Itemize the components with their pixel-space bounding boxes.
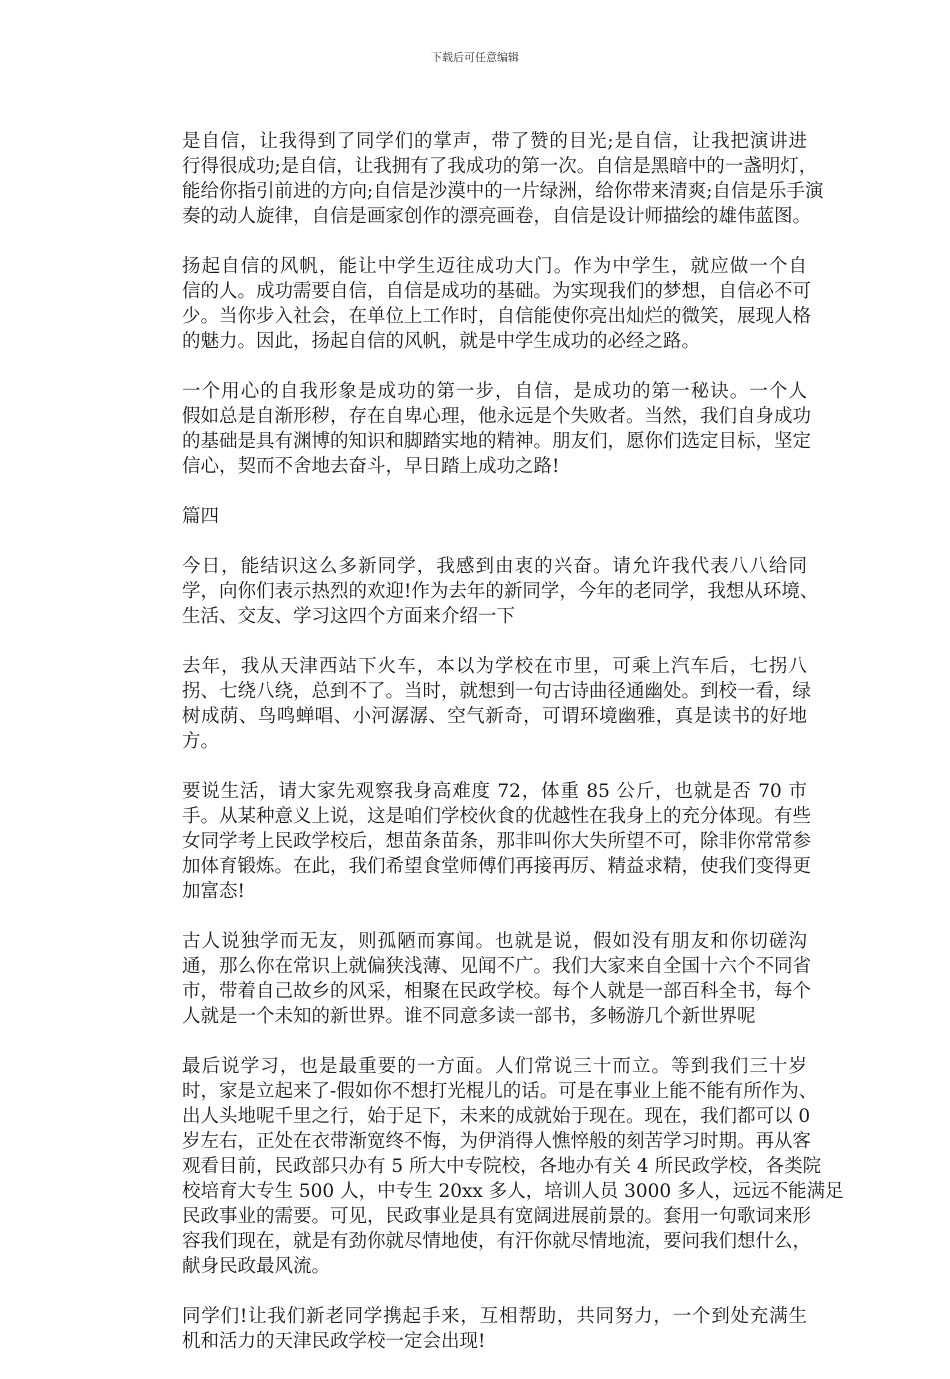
text-line: 观看目前，民政部只办有 5 所大中专院校，各地办有关 4 所民政学校，各类院 (182, 1156, 822, 1177)
text-line: 出人头地呢千里之行，始于足下，未来的成就始于现在。现在，我们都可以 0 (182, 1106, 811, 1127)
text-line: 市，带着自己故乡的风采，相聚在民政学校。每个人就是一部百科全书，每个 (182, 981, 812, 1002)
text-line: 校培育大专生 500 人，中专生 20xx 多人，培训人员 3000 多人，远远不能满足 (182, 1181, 844, 1202)
text-line: 少。当你步入社会，在单位上工作时，自信能使你亮出灿烂的微笑，展现人格 (182, 306, 812, 327)
text-line: 通，那么你在常识上就偏狭浅薄、见闻不广。我们大家来自全国十六个不同省 (182, 956, 812, 977)
text-line: 同学们!让我们新老同学携起手来，互相帮助，共同努力，一个到处充满生 (182, 1306, 807, 1327)
text-line: 古人说独学而无友，则孤陋而寡闻。也就是说，假如没有朋友和你切磋沟 (182, 931, 807, 952)
text-line: 一个用心的自我形象是成功的第一步，自信，是成功的第一秘诀。一个人 (182, 381, 807, 402)
paragraph-welcome (145, 554, 819, 629)
text-line: 是自信，让我得到了同学们的掌声，带了赞的目光;是自信，让我把演讲进 (182, 131, 807, 152)
text-line: 人就是一个未知的新世界。谁不同意多读一部书，多畅游几个新世界呢 (182, 1006, 756, 1027)
text-line: 今日，能结识这么多新同学，我感到由衷的兴奋。请允许我代表八八给同 (182, 556, 807, 577)
text-line: 行得很成功;是自信，让我拥有了我成功的第一次。自信是黑暗中的一盏明灯， (182, 156, 818, 177)
paragraph-confidence-2 (145, 254, 812, 354)
text-line: 机和活力的天津民政学校一定会出现! (182, 1331, 486, 1352)
paragraph-friends (145, 929, 812, 1029)
text-line: 的魅力。因此，扬起自信的风帆，就是中学生成功的必经之路。 (182, 331, 701, 352)
text-line: 女同学考上民政学校后，想苗条苗条，那非叫你大失所望不可，除非你常常参 (182, 831, 812, 852)
paragraph-confidence-1 (145, 129, 824, 229)
text-line: 信心，契而不舍地去奋斗，早日踏上成功之路! (182, 456, 560, 477)
text-line: 手。从某种意义上说，这是咱们学校伙食的优越性在我身上的充分体现。有些 (182, 806, 812, 827)
text-line: 岁左右，正处在衣带渐宽终不悔，为伊消得人憔悴般的刻苦学习时期。再从客 (182, 1131, 812, 1152)
paragraph-environment (145, 654, 812, 754)
text-line: 生活、交友、学习这四个方面来介绍一下 (182, 606, 516, 627)
text-line: 民政事业的需要。可见，民政事业是具有宽阔进展前景的。套用一句歌词来形 (182, 1206, 812, 1227)
section-title: 篇四 (182, 506, 220, 527)
document-body (145, 129, 844, 1379)
text-line: 方。 (182, 731, 220, 752)
text-line: 信的人。成功需要自信，自信是成功的基础。为实现我们的梦想，自信必不可 (182, 281, 812, 302)
text-line: 容我们现在，就是有劲你就尽情地使，有汗你就尽情地流，要问我们想什么， (182, 1231, 812, 1252)
text-line: 加富态! (182, 881, 245, 902)
text-line: 能给你指引前进的方向;自信是沙漠中的一片绿洲，给你带来清爽;自信是乐手演 (182, 181, 824, 202)
text-line: 拐、七绕八绕，总到不了。当时，就想到一句古诗曲径通幽处。到校一看，绿 (182, 681, 812, 702)
text-line: 加体育锻炼。在此，我们希望食堂师傅们再接再厉、精益求精，使我们变得更 (182, 856, 812, 877)
text-line: 最后说学习，也是最重要的一方面。人们常说三十而立。等到我们三十岁 (182, 1056, 807, 1077)
text-line: 学，向你们表示热烈的欢迎!作为去年的新同学，今年的老同学，我想从环境、 (182, 581, 819, 602)
text-line: 献身民政最风流。 (182, 1256, 331, 1277)
text-line: 的基础是具有渊博的知识和脚踏实地的精神。朋友们，愿你们选定目标，坚定 (182, 431, 812, 452)
paragraph-confidence-3 (145, 379, 812, 479)
text-line: 树成荫、鸟鸣蝉唱、小河潺潺、空气新奇，可谓环境幽雅，真是读书的好地 (182, 706, 807, 727)
text-line: 奏的动人旋律，自信是画家创作的漂亮画卷，自信是设计师描绘的雄伟蓝图。 (182, 206, 812, 227)
text-line: 要说生活，请大家先观察我身高难度 72，体重 85 公斤，也就是否 70 市 (182, 781, 807, 802)
text-line: 扬起自信的风帆，能让中学生迈往成功大门。作为中学生，就应做一个自 (182, 256, 807, 277)
page-header: 下载后可任意编辑 (431, 51, 519, 64)
text-line: 去年，我从天津西站下火车，本以为学校在市里，可乘上汽车后，七拐八 (182, 656, 807, 677)
paragraph-study (145, 1054, 844, 1279)
paragraph-life (145, 779, 812, 904)
text-line: 假如总是自渐形秽，存在自卑心理，他永远是个失败者。当然，我们自身成功 (182, 406, 812, 427)
text-line: 时，家是立起来了-假如你不想打光棍儿的话。可是在事业上能不能有所作为、 (182, 1081, 818, 1102)
paragraph-closing (145, 1304, 807, 1354)
